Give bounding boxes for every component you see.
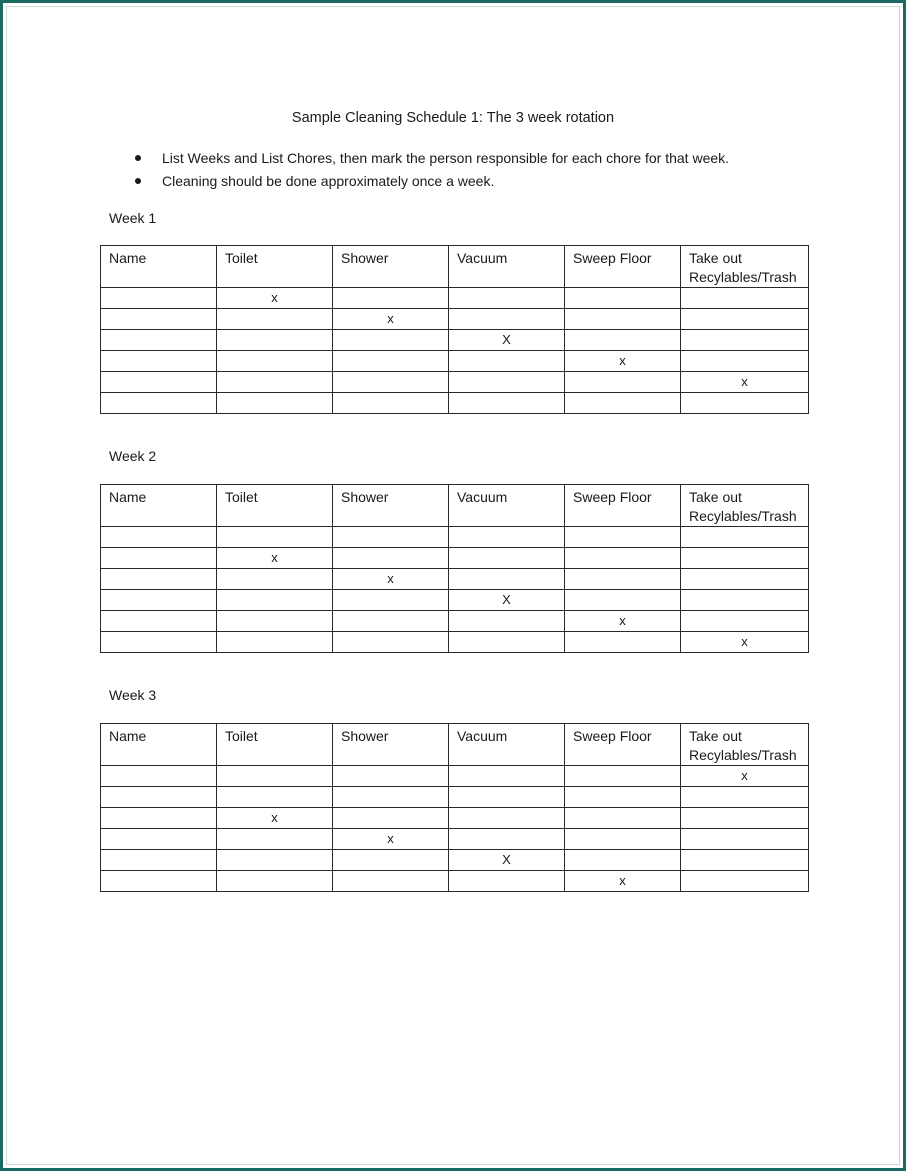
table-cell — [681, 829, 809, 850]
table-cell — [449, 309, 565, 330]
table-cell — [101, 527, 217, 548]
table-cell: x — [217, 548, 333, 569]
table-cell — [681, 590, 809, 611]
table-cell — [333, 288, 449, 309]
table-cell — [681, 548, 809, 569]
table-header-row — [101, 724, 809, 766]
table-row — [101, 288, 809, 309]
table-cell — [449, 527, 565, 548]
instructions-list — [135, 149, 729, 195]
table-row — [101, 351, 809, 372]
table-cell — [333, 330, 449, 351]
table-cell — [333, 590, 449, 611]
table-cell — [449, 569, 565, 590]
table-cell — [217, 590, 333, 611]
table-cell — [217, 871, 333, 892]
table-cell: x — [333, 829, 449, 850]
table-cell — [565, 632, 681, 653]
table-cell — [217, 611, 333, 632]
week-2-heading: Week 2 — [109, 448, 157, 464]
table-cell — [101, 611, 217, 632]
table-cell: X — [449, 850, 565, 871]
document-title: Sample Cleaning Schedule 1: The 3 week rotation — [291, 110, 615, 126]
table-row — [101, 787, 809, 808]
table-cell — [101, 330, 217, 351]
table-cell — [681, 569, 809, 590]
table-cell — [333, 808, 449, 829]
table-cell: x — [217, 808, 333, 829]
column-header-sweep-floor: Sweep Floor — [565, 724, 681, 766]
column-header-vacuum: Vacuum — [449, 485, 565, 527]
table-cell — [565, 288, 681, 309]
table-cell: x — [565, 611, 681, 632]
column-header-sweep-floor: Sweep Floor — [565, 485, 681, 527]
bullet-icon — [135, 155, 141, 161]
table-cell — [681, 351, 809, 372]
table-row — [101, 309, 809, 330]
table-cell — [333, 871, 449, 892]
table-cell — [681, 288, 809, 309]
table-cell — [217, 330, 333, 351]
table-cell — [333, 372, 449, 393]
table-row — [101, 850, 809, 871]
table-cell — [565, 393, 681, 414]
table-cell: X — [449, 590, 565, 611]
table-cell — [101, 393, 217, 414]
table-cell: x — [565, 351, 681, 372]
table-cell: x — [681, 766, 809, 787]
table-cell — [449, 829, 565, 850]
table-cell — [565, 309, 681, 330]
table-cell — [449, 393, 565, 414]
instruction-item — [135, 172, 729, 195]
table-cell — [565, 829, 681, 850]
table-cell — [101, 787, 217, 808]
table-row — [101, 829, 809, 850]
table-cell — [217, 372, 333, 393]
table-cell — [565, 787, 681, 808]
table-cell — [449, 611, 565, 632]
table-cell — [681, 309, 809, 330]
table-cell — [101, 569, 217, 590]
table-cell — [565, 527, 681, 548]
column-header-name: Name — [101, 724, 217, 766]
column-header-name: Name — [101, 485, 217, 527]
table-cell — [681, 611, 809, 632]
column-header-vacuum: Vacuum — [449, 724, 565, 766]
table-cell: x — [565, 871, 681, 892]
table-cell — [681, 527, 809, 548]
table-cell — [333, 787, 449, 808]
table-cell — [565, 850, 681, 871]
table-cell: x — [681, 632, 809, 653]
column-header-shower: Shower — [333, 485, 449, 527]
table-cell — [333, 548, 449, 569]
table-cell — [101, 766, 217, 787]
table-cell — [449, 372, 565, 393]
table-cell — [217, 309, 333, 330]
table-cell — [217, 527, 333, 548]
table-row — [101, 548, 809, 569]
table-cell — [101, 808, 217, 829]
table-cell — [333, 850, 449, 871]
table-cell — [333, 527, 449, 548]
table-header-row — [101, 246, 809, 288]
table-cell — [681, 393, 809, 414]
table-cell: X — [449, 330, 565, 351]
table-cell: x — [333, 569, 449, 590]
table-cell — [101, 548, 217, 569]
column-header-name: Name — [101, 246, 217, 288]
table-row — [101, 372, 809, 393]
table-cell — [217, 632, 333, 653]
column-header-trash: Take out Recylables/Trash — [681, 485, 809, 527]
table-cell — [449, 548, 565, 569]
table-cell: x — [681, 372, 809, 393]
table-row — [101, 808, 809, 829]
week-1-heading: Week 1 — [109, 210, 157, 226]
table-cell — [101, 288, 217, 309]
table-cell — [565, 569, 681, 590]
column-header-trash: Take out Recylables/Trash — [681, 724, 809, 766]
table-header-row — [101, 485, 809, 527]
table-row — [101, 766, 809, 787]
table-cell — [333, 611, 449, 632]
table-cell — [565, 808, 681, 829]
table-cell — [217, 787, 333, 808]
table-row — [101, 393, 809, 414]
table-cell — [101, 372, 217, 393]
week-3-heading: Week 3 — [109, 687, 157, 703]
table-row — [101, 590, 809, 611]
table-row — [101, 611, 809, 632]
table-cell — [333, 351, 449, 372]
table-cell — [101, 632, 217, 653]
table-cell — [217, 829, 333, 850]
column-header-trash: Take out Recylables/Trash — [681, 246, 809, 288]
column-header-toilet: Toilet — [217, 485, 333, 527]
column-header-shower: Shower — [333, 724, 449, 766]
table-cell — [101, 309, 217, 330]
table-cell — [333, 766, 449, 787]
week-1-table — [100, 245, 809, 414]
table-cell: x — [333, 309, 449, 330]
week-3-table — [100, 723, 809, 892]
column-header-shower: Shower — [333, 246, 449, 288]
table-row — [101, 632, 809, 653]
bullet-icon — [135, 178, 141, 184]
table-cell — [565, 590, 681, 611]
column-header-vacuum: Vacuum — [449, 246, 565, 288]
table-cell — [101, 351, 217, 372]
table-cell: x — [217, 288, 333, 309]
table-cell — [217, 351, 333, 372]
table-cell — [333, 632, 449, 653]
table-cell — [217, 393, 333, 414]
table-cell — [449, 632, 565, 653]
table-cell — [449, 808, 565, 829]
instruction-item — [135, 149, 729, 172]
table-row — [101, 871, 809, 892]
table-cell — [217, 850, 333, 871]
table-row — [101, 527, 809, 548]
table-cell — [449, 766, 565, 787]
week-2-table — [100, 484, 809, 653]
table-cell — [681, 787, 809, 808]
table-row — [101, 330, 809, 351]
table-cell — [449, 871, 565, 892]
column-header-toilet: Toilet — [217, 246, 333, 288]
table-cell — [681, 850, 809, 871]
column-header-toilet: Toilet — [217, 724, 333, 766]
table-cell — [217, 766, 333, 787]
table-cell — [565, 372, 681, 393]
table-cell — [681, 330, 809, 351]
table-cell — [449, 351, 565, 372]
table-cell — [101, 829, 217, 850]
table-cell — [101, 871, 217, 892]
table-cell — [565, 548, 681, 569]
table-cell — [333, 393, 449, 414]
table-cell — [565, 330, 681, 351]
table-cell — [449, 787, 565, 808]
instruction-text: List Weeks and List Chores, then mark the person responsible for each chore for that week. — [162, 150, 730, 166]
table-row — [101, 569, 809, 590]
table-cell — [565, 766, 681, 787]
table-cell — [217, 569, 333, 590]
table-cell — [681, 808, 809, 829]
column-header-sweep-floor: Sweep Floor — [565, 246, 681, 288]
table-cell — [101, 850, 217, 871]
table-cell — [101, 590, 217, 611]
instruction-text: Cleaning should be done approximately once a week. — [162, 173, 495, 189]
table-cell — [449, 288, 565, 309]
table-cell — [681, 871, 809, 892]
